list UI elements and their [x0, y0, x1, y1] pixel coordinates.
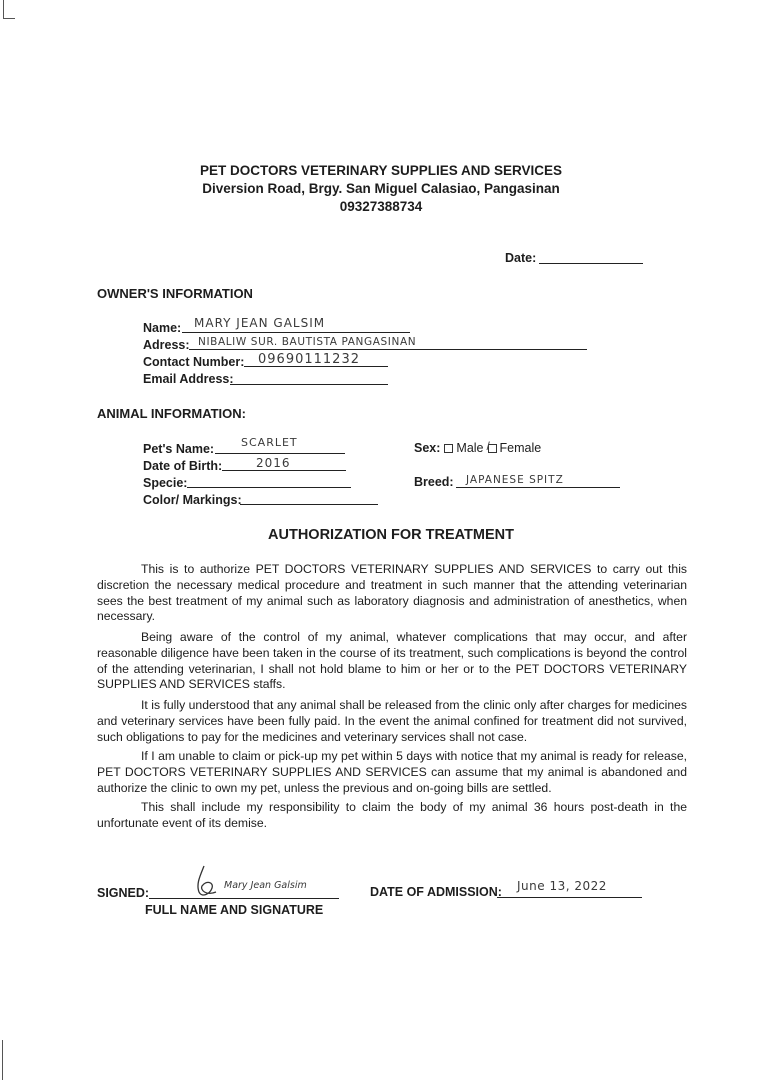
- pet-name-value: SCARLET: [241, 436, 298, 449]
- paragraph-text: It is fully understood that any animal shall be released from the clinic only after charges for medicines and veterinary services have been fully paid. In the event the animal confined for treatment did not survived, such obligations to pay for the medicines and veterinary services shall not case.: [97, 698, 687, 744]
- sex-label: Sex:: [414, 441, 441, 455]
- animal-section-title: ANIMAL INFORMATION:: [97, 406, 246, 421]
- female-checkbox-checked[interactable]: [486, 439, 497, 454]
- owner-name-field[interactable]: [182, 332, 410, 333]
- sex-row: [414, 441, 541, 455]
- breed-label: Breed:: [414, 475, 454, 489]
- specie-label: Specie:: [143, 476, 188, 490]
- signed-label: SIGNED:: [97, 886, 150, 900]
- pet-name-field[interactable]: [215, 453, 345, 454]
- authorization-paragraph-1: [97, 562, 687, 625]
- dob-label: Date of Birth:: [143, 459, 223, 473]
- male-option-label: Male: [456, 441, 484, 455]
- color-markings-field[interactable]: [240, 504, 378, 505]
- email-field[interactable]: [230, 384, 388, 385]
- scan-edge-mark: [3, 0, 4, 18]
- authorization-paragraph-4: [97, 749, 687, 796]
- company-address: Diversion Road, Brgy. San Miguel Calasiao, Pangasinan: [202, 181, 560, 196]
- admission-date-label: DATE OF ADMISSION:: [370, 885, 502, 899]
- breed-field[interactable]: [456, 487, 620, 488]
- check-mark-icon: /: [486, 439, 490, 454]
- scan-edge-mark: [3, 18, 15, 19]
- contact-value: 09690111232: [258, 352, 360, 367]
- owner-name-label: Name:: [143, 321, 182, 335]
- contact-label: Contact Number:: [143, 355, 245, 369]
- company-name: PET DOCTORS VETERINARY SUPPLIES AND SERVICES: [199, 163, 563, 178]
- owner-name-value: MARY JEAN GALSIM: [194, 316, 326, 330]
- company-phone: 09327388734: [339, 199, 423, 214]
- color-markings-label: Color/ Markings:: [143, 493, 242, 507]
- admission-date-field[interactable]: [497, 897, 642, 898]
- date-field[interactable]: [539, 263, 643, 264]
- owner-address-value: NIBALIW SUR. BAUTISTA PANGASINAN: [198, 336, 417, 348]
- date-label: Date:: [505, 251, 537, 265]
- signature-field[interactable]: [149, 898, 339, 899]
- authorization-title: AUTHORIZATION FOR TREATMENT: [268, 527, 514, 543]
- owner-address-field[interactable]: [189, 349, 587, 350]
- pet-name-label: Pet's Name:: [143, 442, 215, 456]
- owner-address-label: Adress:: [143, 338, 190, 352]
- male-checkbox[interactable]: [444, 444, 453, 453]
- paragraph-text: If I am unable to claim or pick-up my pet within 5 days with notice that my animal is ready for release, PET DOCTORS VETERINARY SUPPLIES AND SERVICES can assume that my animal is abandoned and authorize the clinic to own my pet, unless the previous and on-going bills are settled.: [97, 749, 687, 795]
- specie-field[interactable]: [187, 487, 351, 488]
- authorization-paragraph-5: [97, 800, 687, 832]
- dob-value: 2016: [256, 456, 291, 470]
- authorization-paragraph-3: [97, 698, 687, 745]
- female-option-label: Female: [499, 441, 542, 455]
- breed-value: JAPANESE SPITZ: [466, 474, 564, 486]
- owner-section-title: OWNER'S INFORMATION: [97, 286, 253, 301]
- admission-date-value: June 13, 2022: [517, 879, 607, 893]
- signed-name-value: Mary Jean Galsim: [224, 880, 307, 891]
- authorization-paragraph-2: [97, 630, 687, 693]
- dob-field[interactable]: [222, 470, 346, 471]
- paragraph-text: This shall include my responsibility to claim the body of my animal 36 hours post-death in the unfortunate event of its demise.: [97, 800, 687, 830]
- paragraph-text: Being aware of the control of my animal, whatever complications that may occur, and after reasonable diligence have been taken in the course of its treatment, such complications is beyond the control of the attending veterinarian, I shall not hold blame to him or her or to the PET DOCTORS VETERINARY SUPPLIES AND SERVICES staffs.: [97, 630, 687, 692]
- email-label: Email Address:: [143, 372, 234, 386]
- full-name-signature-label: FULL NAME AND SIGNATURE: [145, 903, 324, 917]
- scan-edge-mark: [2, 1040, 3, 1080]
- paragraph-text: This is to authorize PET DOCTORS VETERINARY SUPPLIES AND SERVICES to carry out this discretion the necessary medical procedure and treatment in such manner that the attending veterinarian sees the best treatment of my animal such as laboratory diagnosis and administration of anesthetics, when necessary.: [97, 562, 687, 624]
